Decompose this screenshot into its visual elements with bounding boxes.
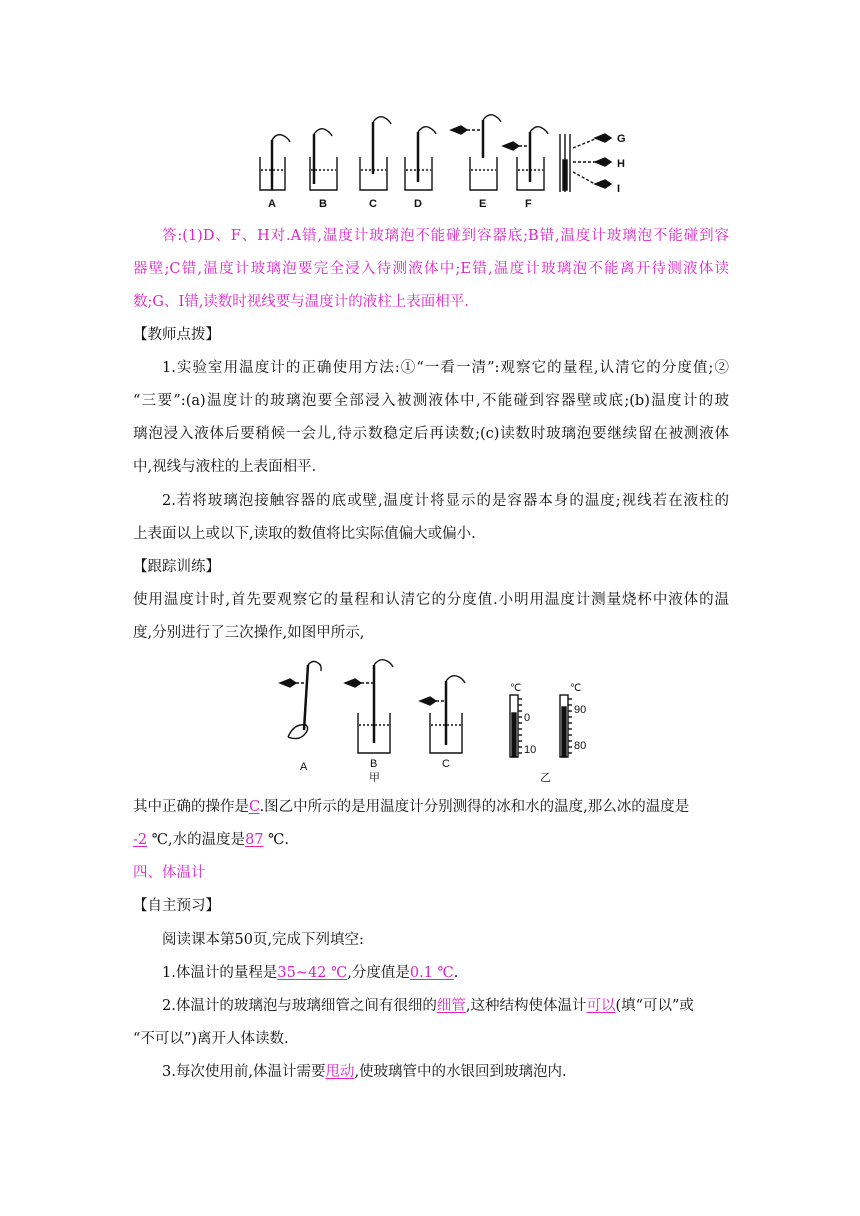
- therm1-unit: ℃: [510, 683, 522, 694]
- tracking-heading: 【跟踪训练】: [133, 559, 220, 575]
- figure-jia-yi-svg: [270, 655, 600, 785]
- fig2-label-a: A: [300, 761, 308, 773]
- therm2-unit: ℃: [570, 683, 582, 694]
- fig1-label-b: B: [319, 198, 327, 210]
- fig1-label-i: I: [617, 183, 621, 195]
- section4-title: 四、体温计: [133, 865, 206, 881]
- fig1-label-c: C: [369, 198, 377, 210]
- teacher-tip-heading: 【教师点拨】: [133, 327, 220, 343]
- teacher-tip-p1-line2: “三要”:(a)温度计的玻璃泡要全部浸入被测液体中,不能碰到容器壁或底;(b)温度计的玻: [133, 393, 729, 409]
- answer-thin-tube: 细管: [436, 998, 466, 1014]
- fig2-label-c: C: [442, 758, 450, 770]
- teacher-tip-p2-line2: 上表面以上或以下,读取的数值将比实际值偏大或偏小.: [133, 526, 476, 542]
- teacher-tip-p1-line3: 璃泡浸入液体后要稍候一会儿,待示数稳定后再读数;(c)读数时玻璃泡要继续留在被测液体: [133, 426, 729, 442]
- teacher-tip-p2-line1: 2.若将玻璃泡接触容器的底或壁,温度计将显示的是容器本身的温度;视线若在液柱的: [162, 493, 729, 509]
- therm2-top: 90: [574, 704, 587, 716]
- therm1-bottom: 10: [524, 744, 537, 756]
- question-line1: 其中正确的操作是C.图乙中所示的是用温度计分别测得的冰和水的温度,那么冰的温度是: [133, 799, 690, 815]
- fig1-label-h: H: [617, 158, 625, 170]
- preview-q3: 3.每次使用前,体温计需要甩动,使玻璃管中的水银回到玻璃泡内.: [162, 1064, 567, 1080]
- answer-range: 35~42 ℃: [277, 965, 348, 981]
- answer-ice-temp: -2: [133, 832, 148, 848]
- teacher-tip-p1-line4: 中,视线与液柱的上表面相平.: [133, 459, 317, 475]
- fig2-label-yi: 乙: [540, 772, 551, 784]
- fig1-label-g: G: [617, 133, 626, 145]
- question-line2: -2 ℃,水的温度是87 ℃.: [133, 832, 289, 848]
- preview-q2-line2: “不可以”)离开人体读数.: [133, 1031, 289, 1047]
- answer-can: 可以: [586, 998, 616, 1014]
- answer1-line3: 数;G、I错,读数时视线要与温度计的液柱上表面相平.: [133, 294, 469, 310]
- fig2-label-b: B: [370, 758, 378, 770]
- figure-thermometer-usage-svg: [255, 112, 635, 212]
- figure-jia-yi: [270, 655, 600, 785]
- preview-heading: 【自主预习】: [133, 898, 220, 914]
- answer-shake: 甩动: [325, 1064, 355, 1080]
- tracking-line1: 使用温度计时,首先要观察它的量程和认清它的分度值.小明用温度计测量烧杯中液体的温: [133, 592, 729, 608]
- therm1-top: 0: [524, 712, 531, 724]
- preview-q1: 1.体温计的量程是35~42 ℃,分度值是0.1 ℃.: [162, 965, 459, 981]
- answer-water-temp: 87: [245, 832, 264, 848]
- answer1-line2: 器壁;C错,温度计玻璃泡要完全浸入待测液体中;E错,温度计玻璃泡不能离开待测液体读: [133, 261, 729, 277]
- teacher-tip-p1-line1: 1.实验室用温度计的正确使用方法:①“一看一清”:观察它的量程,认清它的分度值;②: [162, 360, 729, 376]
- tracking-line2: 度,分别进行了三次操作,如图甲所示,: [133, 625, 365, 641]
- fig2-label-jia: 甲: [369, 772, 380, 784]
- therm2-bottom: 80: [574, 740, 587, 752]
- figure-thermometer-usage: [255, 112, 635, 212]
- fig1-label-f: F: [525, 198, 532, 210]
- answer-division: 0.1 ℃: [409, 965, 454, 981]
- preview-intro: 阅读课本第50页,完成下列填空:: [162, 932, 364, 948]
- answer-correct-op: C: [249, 799, 260, 815]
- fig1-label-e: E: [479, 198, 487, 210]
- fig1-label-a: A: [268, 198, 276, 210]
- fig1-label-d: D: [414, 198, 422, 210]
- preview-q2-line1: 2.体温计的玻璃泡与玻璃细管之间有很细的细管,这种结构使体温计可以(填“可以”或: [162, 998, 694, 1014]
- answer1-line1: 答:(1)D、F、H对.A错,温度计玻璃泡不能碰到容器底;B错,温度计玻璃泡不能碰到容: [162, 228, 729, 244]
